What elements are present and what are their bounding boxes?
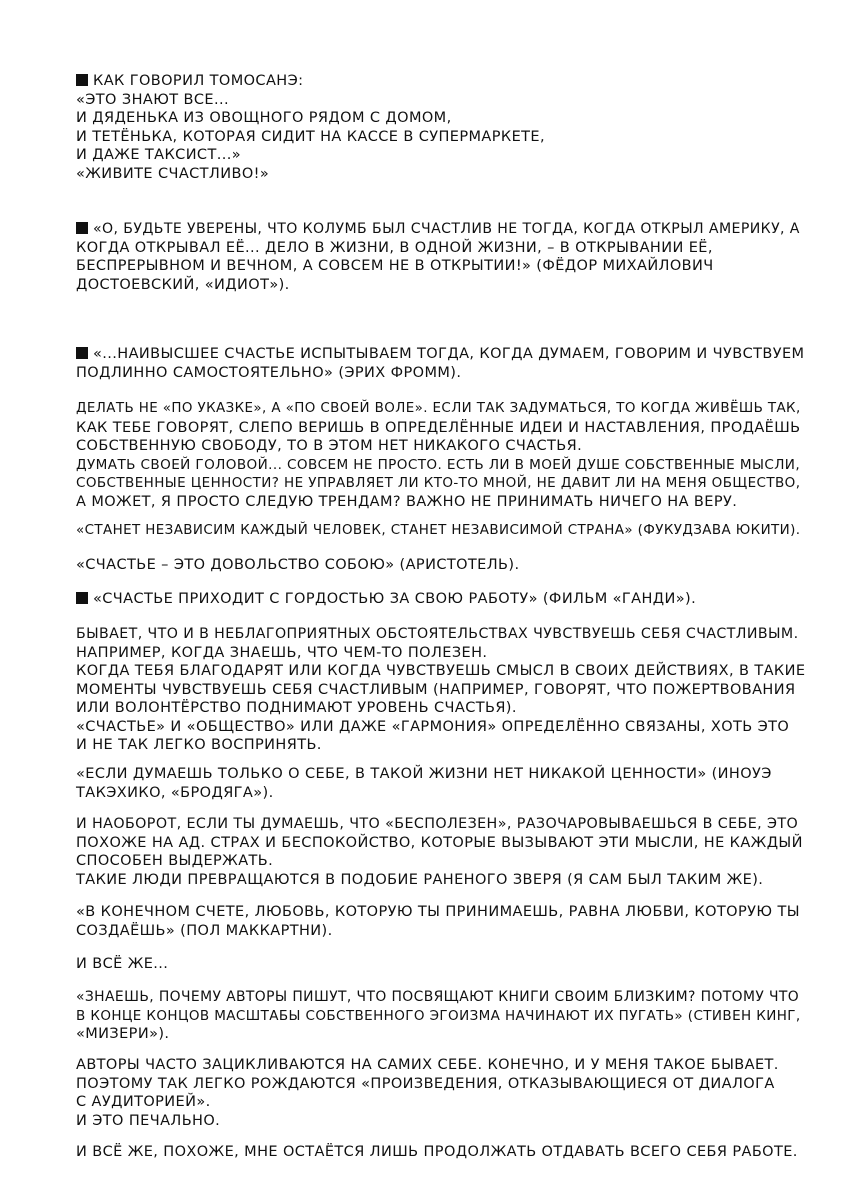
square-bullet-icon — [76, 222, 88, 234]
text-line: СОЗДАЁШЬ» (ПОЛ МАККАРТНИ). — [76, 922, 333, 939]
text-line: МОМЕНТЫ ЧУВСТВУЕШЬ СЕБЯ СЧАСТЛИВЫМ (НАПРИМЕР, ГОВОРЯТ, ЧТО ПОЖЕРТВОВАНИЯ — [76, 681, 796, 698]
paragraph-closing — [76, 1143, 806, 1162]
text-line: ТАКИЕ ЛЮДИ ПРЕВРАЩАЮТСЯ В ПОДОБИЕ РАНЕНОГО ЗВЕРЯ (Я САМ БЫЛ ТАКИМ ЖЕ). — [76, 871, 764, 888]
text-line: «МИЗЕРИ»). — [76, 1026, 170, 1042]
text-line: БЕСПРЕРЫВНОМ И ВЕЧНОМ, А СОВСЕМ НЕ В ОТКРЫТИИ!» (ФЁДОР МИХАЙЛОВИЧ — [76, 258, 714, 274]
paragraph-mccartney-quote — [76, 903, 806, 940]
text-line: ПОЭТОМУ ТАК ЛЕГКО РОЖДАЮТСЯ «ПРОИЗВЕДЕНИЯ, ОТКАЗЫВАЮЩИЕСЯ ОТ ДИАЛОГА — [76, 1075, 775, 1092]
paragraph-dostoevsky-quote — [76, 220, 806, 294]
text-line: И ВСЁ ЖЕ... — [76, 956, 169, 972]
paragraph-being-useful — [76, 625, 806, 755]
text-line: И НЕ ТАК ЛЕГКО ВОСПРИНЯТЬ. — [76, 737, 322, 753]
text-line: С АУДИТОРИЕЙ». — [76, 1094, 211, 1110]
square-bullet-icon — [76, 347, 88, 359]
paragraph-own-will — [76, 400, 806, 511]
text-line: «ЭТО ЗНАЮТ ВСЕ... — [76, 91, 229, 108]
text-line: «СТАНЕТ НЕЗАВИСИМ КАЖДЫЙ ЧЕЛОВЕК, СТАНЕТ НЕЗАВИСИМОЙ СТРАНА» (ФУКУДЗАВА ЮКИТИ). — [76, 523, 801, 538]
paragraph-tomosane — [76, 72, 806, 183]
paragraph-gandhi-quote — [76, 590, 806, 609]
text-line: «В КОНЕЧНОМ СЧЕТЕ, ЛЮБОВЬ, КОТОРУЮ ТЫ ПРИНИМАЕШЬ, РАВНА ЛЮБВИ, КОТОРУЮ ТЫ — [76, 904, 800, 920]
text-line: И ТЕТЁНЬКА, КОТОРАЯ СИДИТ НА КАССЕ В СУПЕРМАРКЕТЕ, — [76, 128, 545, 145]
paragraph-fromm-quote — [76, 345, 806, 382]
text-line: АВТОРЫ ЧАСТО ЗАЦИКЛИВАЮТСЯ НА САМИХ СЕБЕ. КОНЕЧНО, И У МЕНЯ ТАКОЕ БЫВАЕТ. — [76, 1057, 779, 1073]
text-line: «СЧАСТЬЕ» И «ОБЩЕСТВО» ИЛИ ДАЖЕ «ГАРМОНИЯ» ОПРЕДЕЛЁННО СВЯЗАНЫ, ХОТЬ ЭТО — [76, 718, 790, 735]
text-line: «ЗНАЕШЬ, ПОЧЕМУ АВТОРЫ ПИШУТ, ЧТО ПОСВЯЩАЮТ КНИГИ СВОИМ БЛИЗКИМ? ПОТОМУ ЧТО — [76, 989, 800, 1005]
text-line: КОГДА ТЕБЯ БЛАГОДАРЯТ ИЛИ КОГДА ЧУВСТВУЕШЬ СМЫСЛ В СВОИХ ДЕЙСТВИЯХ, В ТАКИЕ — [76, 663, 806, 679]
text-line: «ЕСЛИ ДУМАЕШЬ ТОЛЬКО О СЕБЕ, В ТАКОЙ ЖИЗНИ НЕТ НИКАКОЙ ЦЕННОСТИ» (ИНОУЭ — [76, 766, 772, 782]
text-line: ПОДЛИННО САМОСТОЯТЕЛЬНО» (ЭРИХ ФРОММ). — [76, 364, 462, 381]
text-line: ТАКЭХИКО, «БРОДЯГА»). — [76, 784, 274, 801]
text-line: СОБСТВЕННУЮ СВОБОДУ, ТО В ЭТОМ НЕТ НИКАКОГО СЧАСТЬЯ. — [76, 438, 583, 454]
text-line: КАК ТЕБЕ ГОВОРЯТ, СЛЕПО ВЕРИШЬ В ОПРЕДЕЛЁННЫЕ ИДЕИ И НАСТАВЛЕНИЯ, ПРОДАЁШЬ — [76, 419, 801, 436]
text-line: КОГДА ОТКРЫВАЛ ЕЁ... ДЕЛО В ЖИЗНИ, В ОДНОЙ ЖИЗНИ, – В ОТКРЫВАНИИ ЕЁ, — [76, 239, 713, 256]
text-line: «СЧАСТЬЕ ПРИХОДИТ С ГОРДОСТЬЮ ЗА СВОЮ РАБОТУ» (ФИЛЬМ «ГАНДИ»). — [76, 590, 806, 609]
paragraph-feeling-useless — [76, 815, 806, 889]
text-line: И ЭТО ПЕЧАЛЬНО. — [76, 1112, 221, 1129]
text-line: И ДЯДЕНЬКА ИЗ ОВОЩНОГО РЯДОМ С ДОМОМ, — [76, 110, 452, 126]
text-line: СОБСТВЕННЫЕ ЦЕННОСТИ? НЕ УПРАВЛЯЕТ ЛИ КТО-ТО МНОЙ, НЕ ДАВИТ ЛИ НА МЕНЯ ОБЩЕСТВО, — [76, 475, 801, 491]
paragraph-authors — [76, 1056, 806, 1130]
text-line: И НАОБОРОТ, ЕСЛИ ТЫ ДУМАЕШЬ, ЧТО «БЕСПОЛЕЗЕН», РАЗОЧАРОВЫВАЕШЬСЯ В СЕБЕ, ЭТО — [76, 816, 799, 832]
text-line: «СЧАСТЬЕ – ЭТО ДОВОЛЬСТВО СОБОЮ» (АРИСТОТЕЛЬ). — [76, 557, 520, 573]
text-line: ДЕЛАТЬ НЕ «ПО УКАЗКЕ», А «ПО СВОЕЙ ВОЛЕ». ЕСЛИ ТАК ЗАДУМАТЬСЯ, ТО КОГДА ЖИВЁШЬ ТАК, — [76, 401, 801, 416]
text-line: ДОСТОЕВСКИЙ, «ИДИОТ»). — [76, 276, 290, 293]
text-line: БЫВАЕТ, ЧТО И В НЕБЛАГОПРИЯТНЫХ ОБСТОЯТЕЛЬСТВАХ ЧУВСТВУЕШЬ СЕБЯ СЧАСТЛИВЫМ. — [76, 626, 799, 642]
text-line: И ДАЖЕ ТАКСИСТ...» — [76, 147, 242, 163]
text-line: И ВСЁ ЖЕ, ПОХОЖЕ, МНЕ ОСТАЁТСЯ ЛИШЬ ПРОДОЛЖАТЬ ОТДАВАТЬ ВСЕГО СЕБЯ РАБОТЕ. — [76, 1144, 798, 1160]
text-line: «О, БУДЬТЕ УВЕРЕНЫ, ЧТО КОЛУМБ БЫЛ СЧАСТЛИВ НЕ ТОГДА, КОГДА ОТКРЫЛ АМЕРИКУ, А — [76, 220, 806, 239]
text-line: ПОХОЖЕ НА АД. СТРАХ И БЕСПОКОЙСТВО, КОТОРЫЕ ВЫЗЫВАЮТ ЭТИ МЫСЛИ, НЕ КАЖДЫЙ — [76, 834, 803, 851]
text-line: НАПРИМЕР, КОГДА ЗНАЕШЬ, ЧТО ЧЕМ-ТО ПОЛЕЗЕН. — [76, 644, 488, 661]
text-line: КАК ГОВОРИЛ ТОМОСАНЭ: — [76, 72, 806, 91]
paragraph-fukuzawa-quote — [76, 522, 806, 541]
paragraph-and-yet — [76, 955, 806, 974]
text-line: В КОНЦЕ КОНЦОВ МАСШТАБЫ СОБСТВЕННОГО ЭГОИЗМА НАЧИНАЮТ ИХ ПУГАТЬ» (СТИВЕН КИНГ, — [76, 1007, 801, 1024]
text-line: ИЛИ ВОЛОНТЁРСТВО ПОДНИМАЮТ УРОВЕНЬ СЧАСТЬЯ). — [76, 700, 517, 716]
paragraph-aristotle-quote — [76, 556, 806, 575]
paragraph-king-quote — [76, 988, 806, 1044]
text-line: «...НАИВЫСШЕЕ СЧАСТЬЕ ИСПЫТЫВАЕМ ТОГДА, КОГДА ДУМАЕМ, ГОВОРИМ И ЧУВСТВУЕМ — [76, 345, 806, 364]
paragraph-inoue-quote — [76, 765, 806, 802]
text-line: СПОСОБЕН ВЫДЕРЖАТЬ. — [76, 853, 274, 869]
text-line: ДУМАТЬ СВОЕЙ ГОЛОВОЙ... СОВСЕМ НЕ ПРОСТО. ЕСТЬ ЛИ В МОЕЙ ДУШЕ СОБСТВЕННЫЕ МЫСЛИ, — [76, 456, 801, 473]
square-bullet-icon — [76, 592, 88, 604]
text-line: «ЖИВИТЕ СЧАСТЛИВО!» — [76, 165, 270, 182]
text-line: А МОЖЕТ, Я ПРОСТО СЛЕДУЮ ТРЕНДАМ? ВАЖНО НЕ ПРИНИМАТЬ НИЧЕГО НА ВЕРУ. — [76, 493, 738, 510]
square-bullet-icon — [76, 74, 88, 86]
